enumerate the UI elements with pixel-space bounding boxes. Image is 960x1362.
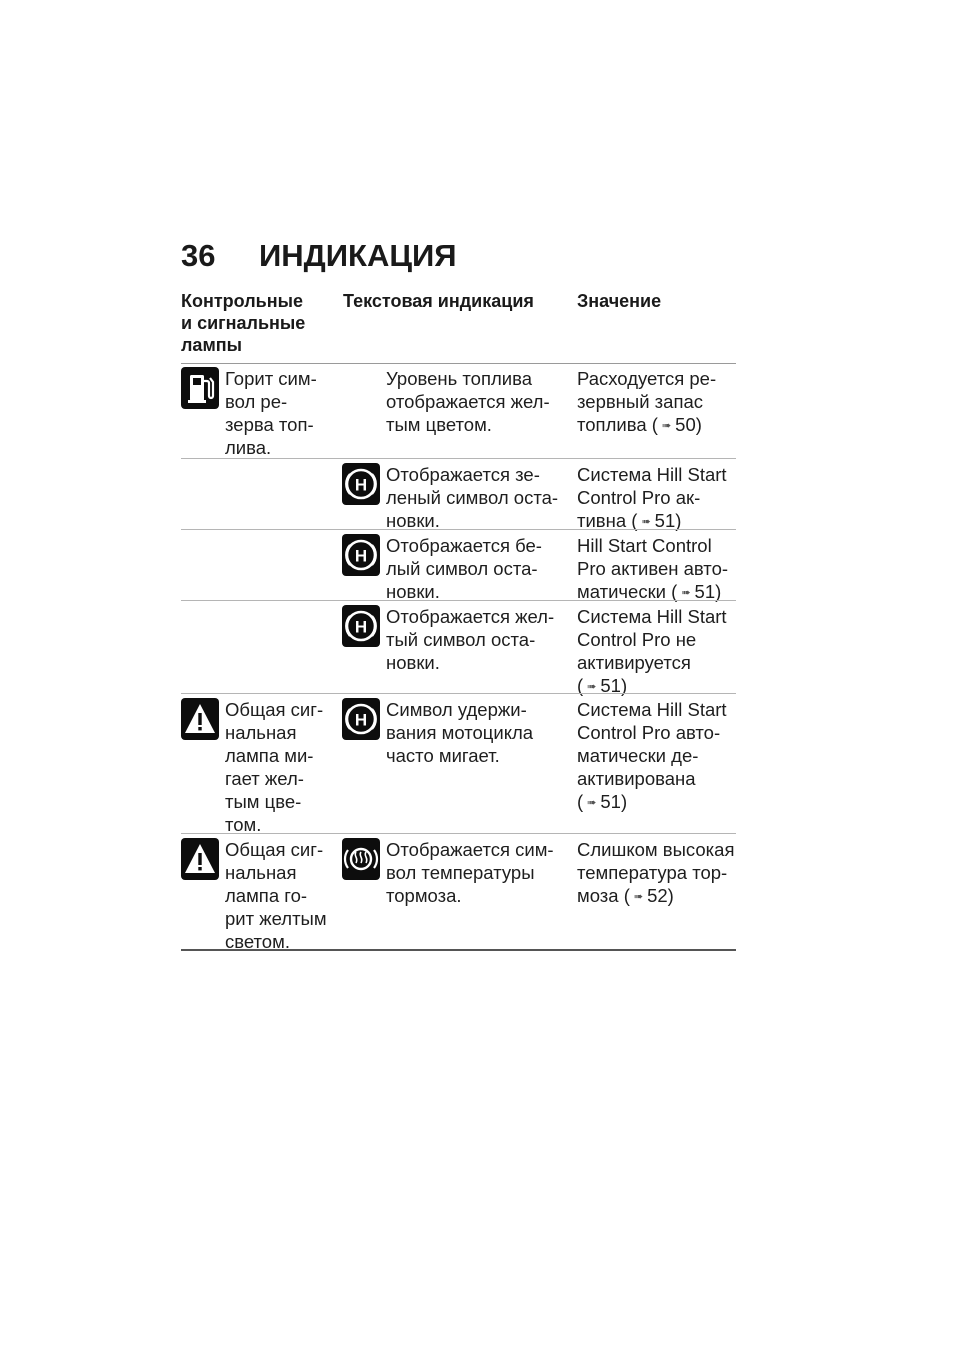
- page-reference[interactable]: [619, 885, 674, 906]
- meaning-line: Система Hill Start: [577, 699, 727, 720]
- brake-temperature-icon: [342, 838, 380, 880]
- hill-start-h-icon: [342, 534, 380, 576]
- svg-text:H: H: [354, 546, 368, 566]
- text-indication-line: Отображается зе-: [386, 464, 540, 485]
- page-reference-open: (: [626, 510, 638, 531]
- page-reference[interactable]: [647, 414, 702, 435]
- page-reference-number: 50): [675, 414, 702, 435]
- meaning-line: моза ( ➠ 52): [577, 884, 737, 909]
- text-indication-line: новки.: [386, 581, 440, 602]
- lamp-description-line: вол ре-: [225, 391, 288, 412]
- meaning-line: Hill Start Control: [577, 535, 712, 556]
- hill-start-h-icon: [342, 463, 380, 505]
- arrow-right-icon: ➠: [661, 420, 672, 432]
- lamp-description-line: нальная: [225, 722, 297, 743]
- lamp-description-line: нальная: [225, 862, 297, 883]
- lamp-description: [225, 698, 335, 836]
- meaning-line: активируется: [577, 652, 691, 673]
- meaning-line: Control Pro ак-: [577, 487, 701, 508]
- arrow-right-icon: ➠: [633, 891, 644, 903]
- lamp-description-line: лампа ми-: [225, 745, 314, 766]
- table-row: [181, 530, 736, 601]
- arrow-right-icon: ➠: [641, 516, 651, 528]
- text-indication-line: часто мигает.: [386, 745, 500, 766]
- page-reference-open: (: [577, 675, 584, 696]
- page-reference-open: (: [618, 885, 630, 906]
- meaning-line: Система Hill Start: [577, 606, 727, 627]
- text-indication-line: леный символ оста-: [386, 487, 559, 508]
- page-reference-number: 51): [600, 675, 628, 696]
- text-indication: [386, 698, 561, 767]
- meaning-line: [577, 790, 737, 815]
- arrow-right-icon: ➠: [587, 797, 597, 809]
- text-indication-line: отображается жел-: [386, 391, 550, 412]
- meaning-line: тивна ( ➠ 51): [577, 509, 737, 534]
- text-indication: [386, 605, 561, 674]
- text-indication-line: Уровень топлива: [386, 368, 533, 389]
- page-reference[interactable]: [626, 510, 681, 531]
- meaning-line: Pro активен авто-: [577, 558, 729, 579]
- table-row: [181, 694, 736, 834]
- text-indication-line: Отображается жел-: [386, 606, 555, 627]
- row-divider: [181, 949, 736, 951]
- meaning-line: температура тор-: [577, 862, 728, 883]
- lamp-description-line: Общая сиг-: [225, 699, 324, 720]
- meaning-line: активирована: [577, 768, 696, 789]
- page-reference-open: (: [577, 791, 584, 812]
- svg-text:H: H: [354, 617, 368, 637]
- lamp-description-line: лампа го-: [225, 885, 308, 906]
- lamp-description-line: гает жел-: [225, 768, 304, 789]
- page-reference[interactable]: [577, 791, 627, 812]
- page-reference-open: (: [666, 581, 678, 602]
- text-indication-line: Отображается бе-: [386, 535, 542, 556]
- lamp-description: [225, 838, 335, 953]
- page-title: ИНДИКАЦИЯ: [259, 238, 457, 273]
- meaning: [577, 605, 737, 699]
- page-header: [181, 238, 457, 274]
- arrow-right-icon: ➠: [587, 681, 597, 693]
- meaning-line: Слишком высокая: [577, 839, 735, 860]
- lamp-description-line: светом.: [225, 931, 290, 952]
- text-indication: [386, 838, 561, 907]
- meaning-line: зервный запас: [577, 391, 703, 412]
- text-indication: [386, 463, 561, 532]
- page-reference-number: 51): [654, 510, 682, 531]
- lamp-description: [225, 367, 335, 459]
- table-row: [181, 363, 736, 459]
- svg-text:H: H: [354, 710, 368, 730]
- text-indication-line: тый символ оста-: [386, 629, 536, 650]
- text-indication-line: новки.: [386, 510, 440, 531]
- meaning: [577, 838, 737, 909]
- text-indication-line: вол температуры: [386, 862, 535, 883]
- page-number: 36: [181, 238, 216, 273]
- warning-triangle-icon: [181, 698, 219, 740]
- table-row: [181, 459, 736, 530]
- page-reference-number: 51): [600, 791, 628, 812]
- page-reference-number: 52): [647, 885, 674, 906]
- meaning-line: топлива ( ➠ 50): [577, 413, 737, 438]
- svg-text:H: H: [354, 475, 368, 495]
- text-indication-line: новки.: [386, 652, 440, 673]
- text-indication: [386, 534, 561, 603]
- lamp-description-line: тым цве-: [225, 791, 302, 812]
- column-header-lamps-line: Контрольные: [181, 291, 303, 311]
- text-indication-line: лый символ оста-: [386, 558, 538, 579]
- lamp-description-line: Горит сим-: [225, 368, 317, 389]
- column-header-lamps-line: и сигнальные: [181, 313, 306, 333]
- meaning: [577, 698, 737, 815]
- column-header-lamps: [181, 290, 305, 356]
- column-header-lamps-line: лампы: [181, 335, 243, 355]
- fuel-pump-icon: [181, 367, 219, 409]
- lamp-description-line: лива.: [225, 437, 272, 458]
- meaning-line: Control Pro авто-: [577, 722, 721, 743]
- column-header-text: Текстовая индикация: [343, 291, 534, 311]
- text-indication-line: Отображается сим-: [386, 839, 554, 860]
- column-header-meaning: Значение: [577, 291, 662, 311]
- hill-start-h-icon: [342, 605, 380, 647]
- text-indication: [386, 367, 561, 436]
- lamp-description-line: том.: [225, 814, 262, 835]
- text-indication-line: тормоза.: [386, 885, 462, 906]
- meaning: [577, 367, 737, 438]
- text-indication-line: вания мотоцикла: [386, 722, 534, 743]
- page-reference-number: 51): [694, 581, 722, 602]
- meaning-line: Расходуется ре-: [577, 368, 717, 389]
- text-indication-line: Символ удержи-: [386, 699, 527, 720]
- table-row: [181, 834, 736, 951]
- page-reference-open: (: [646, 414, 658, 435]
- meaning: [577, 463, 737, 534]
- hill-start-h-icon: [342, 698, 380, 740]
- page-reference[interactable]: [666, 581, 721, 602]
- meaning-line: Система Hill Start: [577, 464, 727, 485]
- warning-triangle-icon: [181, 838, 219, 880]
- meaning: [577, 534, 737, 605]
- meaning-line: матически ( ➠ 51): [577, 580, 737, 605]
- table-row: [181, 601, 736, 694]
- lamp-description-line: зерва топ-: [225, 414, 314, 435]
- arrow-right-icon: ➠: [681, 587, 691, 599]
- lamp-description-line: рит желтым: [225, 908, 327, 929]
- meaning-line: Control Pro не: [577, 629, 697, 650]
- text-indication-line: тым цветом.: [386, 414, 492, 435]
- lamp-description-line: Общая сиг-: [225, 839, 324, 860]
- meaning-line: матически де-: [577, 745, 699, 766]
